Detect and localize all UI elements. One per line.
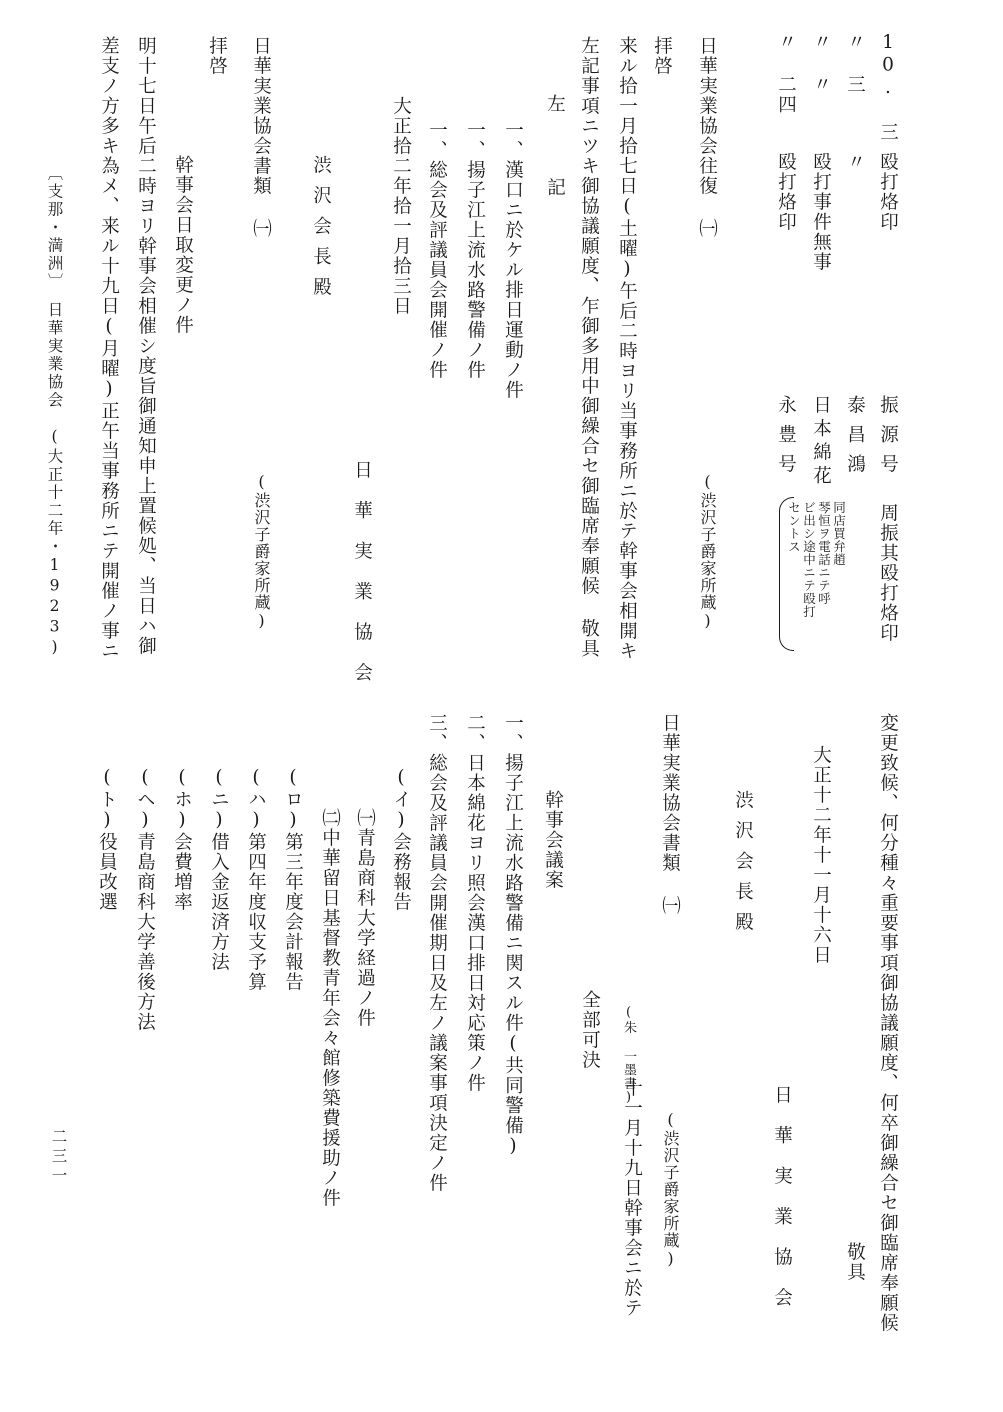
letter1-recipient: 渋沢会長殿	[310, 155, 332, 308]
table-row4-code: 〃 二四	[775, 32, 797, 115]
agenda-item3: 三、総会及評議員会開催期日及左ノ議案事項決定ノ件	[426, 713, 448, 1193]
agenda-sub-i1: ㈠青島商科大学経過ノ件	[354, 808, 376, 1028]
doc3-title: 日華実業協会書類 ㈠	[659, 713, 681, 916]
letter1-left-heading: 左 記	[544, 94, 566, 218]
doc3-mark: (朱 一墨書)	[621, 1005, 636, 1106]
agenda-sub-ho: (ホ)会費増率	[171, 767, 193, 912]
letter1-title: 日華実業協会往復 ㈠	[696, 36, 718, 239]
letter2-date: 大正十二年十一月十六日	[810, 745, 832, 965]
letter2-source: (渋沢子爵家所蔵)	[252, 472, 271, 631]
letter2-cont-line: 変更致候、何分種々重要事項御協議願度、何卒御繰合セ御臨席奉願候	[877, 713, 899, 1333]
agenda-sub-i2: ㈡中華留日基督教青年会々館修築費援助ノ件	[319, 808, 341, 1208]
doc3-source: (渋沢子爵家所蔵)	[661, 1110, 680, 1269]
doc3-meeting: 十一月十九日幹事会ニ於テ	[621, 1078, 643, 1318]
letter1-body-line2: 左記事項ニツキ御協議願度、乍御多用中御繰合セ御臨席奉願候 敬具	[578, 36, 600, 659]
agenda-sub-he: (ヘ)青島商科大学善後方法	[134, 767, 156, 1032]
brace-note-col1: 同店買弁趙	[831, 501, 847, 566]
running-footer: 〔支那・満洲〕 日華実業協会 (大正十二年・1923)	[45, 165, 64, 659]
letter1-source: (渋沢子爵家所蔵)	[698, 472, 717, 631]
letter2-body-line1: 明十七日午后二時ヨリ幹事会相催シ度旨御通知申上置候処、当日ハ御	[135, 36, 157, 656]
table-row3-type: 殴打事件無事	[810, 152, 832, 272]
letter2-salutation: 拝啓	[206, 36, 228, 76]
letter1-body-line1: 来ル拾一月拾七日(土曜)午后二時ヨリ当事務所ニ於テ幹事会相開キ	[616, 36, 638, 661]
table-row4-type: 殴打烙印	[775, 152, 797, 232]
table-row1-type: 殴打烙印	[877, 152, 899, 232]
table-row1-code: 10. 三	[877, 32, 899, 142]
brace-note-col2: 琴恒ヲ電話ニテ呼	[816, 501, 832, 605]
brace-note-col3: ビ出シ途中ニテ殴打	[801, 501, 817, 618]
agenda-sub-ni: (ニ)借入金返済方法	[208, 767, 230, 972]
table-row4-name: 永豊号	[775, 395, 797, 484]
letter2-subject: 幹事会日取変更ノ件	[172, 155, 194, 335]
letter1-salutation: 拝啓	[651, 36, 673, 76]
letter1-sender: 日華実業協会	[351, 460, 373, 703]
agenda-title: 幹事会議案	[542, 790, 564, 890]
agenda-sub-ha: (ハ)第四年度収支予算	[245, 767, 267, 992]
table-row3-code: 〃 〃	[810, 32, 832, 95]
letter2-keigu: 敬具	[844, 1242, 866, 1282]
doc3-decision: 全部可決	[579, 990, 601, 1070]
letter1-item1: 一、漢口ニ於ケル排日運動ノ件	[502, 120, 524, 400]
letter1-item2: 一、揚子江上流水路警備ノ件	[464, 120, 486, 380]
agenda-item1: 一、揚子江上流水路警備ニ関スル件(共同警備)	[502, 713, 524, 1158]
letter2-title: 日華実業協会書類 ㈠	[250, 36, 272, 239]
table-row1-note: 周振其殴打烙印	[877, 503, 899, 643]
agenda-sub-to: (ト)役員改選	[96, 767, 118, 912]
letter1-item3: 一、総会及評議員会開催ノ件	[426, 120, 448, 380]
brace-note-col4: セントス	[786, 501, 802, 553]
table-row3-name: 日本綿花	[810, 395, 832, 489]
table-row2-type: 〃	[844, 152, 866, 172]
agenda-sub-i: (イ)会務報告	[390, 767, 412, 912]
letter2-sender: 日華実業協会	[771, 1085, 793, 1328]
page-number: 二三一	[49, 1128, 68, 1187]
agenda-sub-ro: (ロ)第三年度会計報告	[282, 767, 304, 992]
letter1-date: 大正拾二年拾一月拾三日	[390, 96, 412, 316]
table-row1-name: 振源号	[877, 395, 899, 484]
agenda-item2: 二、日本綿花ヨリ照会漢口排日対応策ノ件	[464, 713, 486, 1093]
letter2-recipient: 渋沢会長殿	[732, 790, 754, 943]
table-row2-name: 泰昌鴻	[844, 395, 866, 484]
letter2-body-line2: 差支ノ方多キ為メ、来ル十九日(月曜)正午当事務所ニテ開催ノ事ニ	[98, 36, 120, 661]
table-row2-code: 〃 三	[844, 32, 866, 95]
